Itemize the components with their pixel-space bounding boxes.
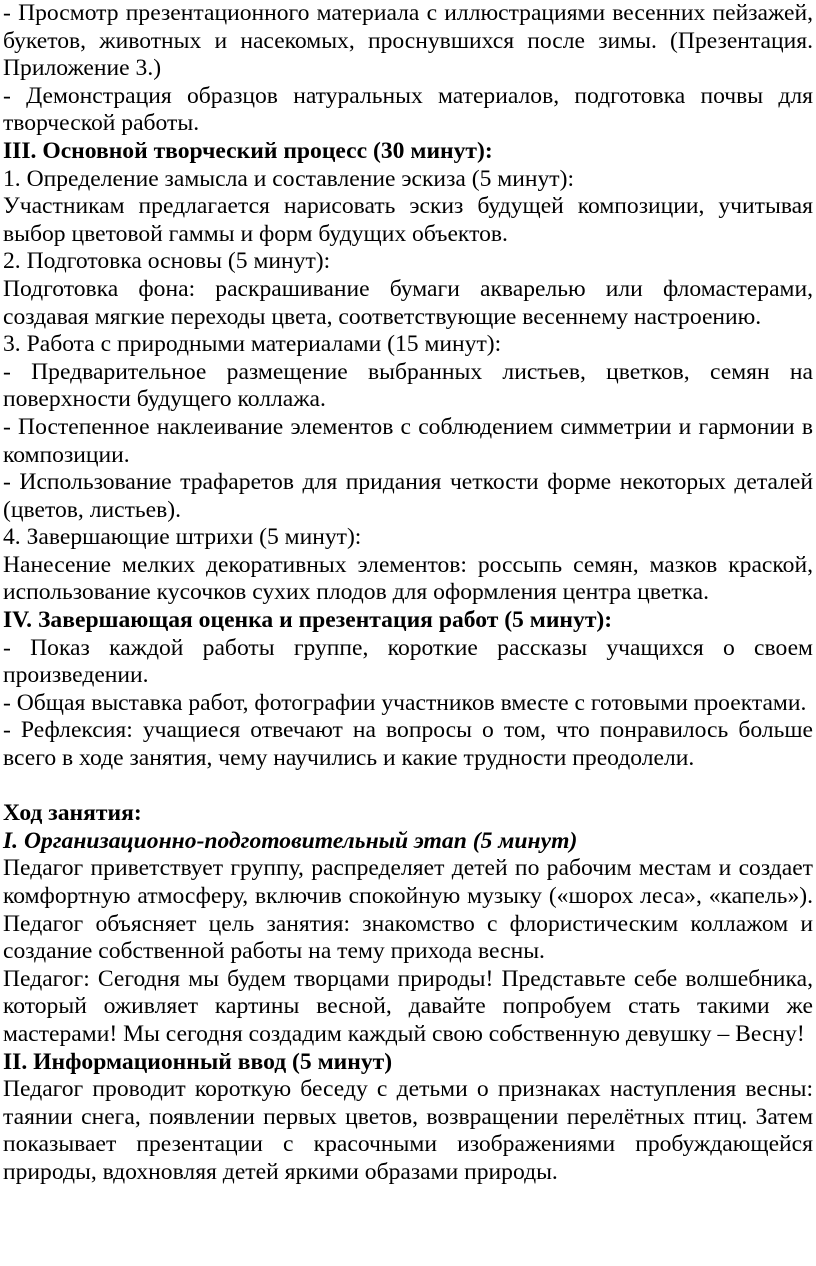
step-finishing-heading: 4. Завершающие штрихи (5 минут):: [3, 524, 362, 551]
heading-main-creative-process: III. Основной творческий процесс (30 минут):: [3, 137, 493, 164]
paragraph-spring-talk: Педагог проводит короткую беседу с детьми о признаках наступления весны: таянии снега, появлении первых цветов, возвращении перелётных птиц. Затем показывает презентации с красочными изображениями пробуждающейся природы, вдохновляя детей яркими образами природы.: [3, 1076, 813, 1185]
blank-line: [3, 773, 813, 801]
paragraph-teacher-speech: Педагог: Сегодня мы будем творцами природы! Представьте себе волшебника, который оживляет картины весной, давайте попробуем стать такими же мастерами! Мы сегодня создадим каждый свою собственную девушку – Весну!: [3, 965, 813, 1047]
paragraph-stencils: - Использование трафаретов для придания четкости форме некоторых деталей (цветов, листьев).: [3, 469, 813, 523]
step-sketch-heading: 1. Определение замысла и составление эскиза (5 минут):: [3, 165, 575, 192]
paragraph-showing: - Показ каждой работы группе, короткие рассказы учащихся о своем произведении.: [3, 634, 813, 689]
paragraph-materials-demo: - Демонстрация образцов натуральных материалов, подготовка почвы для творческой работы.: [3, 82, 813, 137]
paragraph-gluing: - Постепенное наклеивание элементов с соблюдением симметрии и гармонии в композиции.: [3, 413, 813, 468]
paragraph-presentation-view: - Просмотр презентационного материала с иллюстрациями весенних пейзажей, букетов, животных и насекомых, проснувшихся после зимы. (Презентация. Приложение 3.): [3, 0, 813, 82]
paragraph-teacher-greets: Педагог приветствует группу, распределяет детей по рабочим местам и создает комфортную атмосферу, включив спокойную музыку («шорох леса», «капель»). Педагог объясняет цель занятия: знакомство с флористическим коллажом и создание собственной работы на тему прихода весны.: [3, 855, 813, 965]
paragraph-background: Подготовка фона: раскрашивание бумаги акварелью или фломастерами, создавая мягкие переходы цвета, соответствующие весеннему настроению.: [3, 275, 813, 330]
paragraph-sketch: Участникам предлагается нарисовать эскиз будущей композиции, учитывая выбор цветовой гаммы и форм будущих объектов.: [3, 193, 813, 247]
step-natural-materials-heading: 3. Работа с природными материалами (15 минут):: [3, 331, 502, 358]
paragraph-exhibition: - Общая выставка работ, фотографии участников вместе с готовыми проектами.: [3, 689, 807, 716]
paragraph-placement: - Предварительное размещение выбранных листьев, цветков, семян на поверхности будущего коллажа.: [3, 358, 813, 413]
heading-final-evaluation: IV. Завершающая оценка и презентация работ (5 минут):: [3, 607, 613, 634]
heading-information-input: II. Информационный ввод (5 минут): [3, 1048, 393, 1075]
heading-lesson-course: Ход занятия:: [3, 800, 142, 827]
heading-organizational-stage: I. Организационно-подготовительный этап (5 минут): [3, 827, 578, 854]
paragraph-decorations: Нанесение мелких декоративных элементов: россыпь семян, мазков краской, использование кусочков сухих плодов для оформления центра цветка.: [3, 551, 813, 606]
step-base-heading: 2. Подготовка основы (5 минут):: [3, 248, 331, 275]
paragraph-reflection: - Рефлексия: учащиеся отвечают на вопросы о том, что понравилось больше всего в ходе занятия, чему научились и какие трудности преодолели.: [3, 717, 813, 772]
